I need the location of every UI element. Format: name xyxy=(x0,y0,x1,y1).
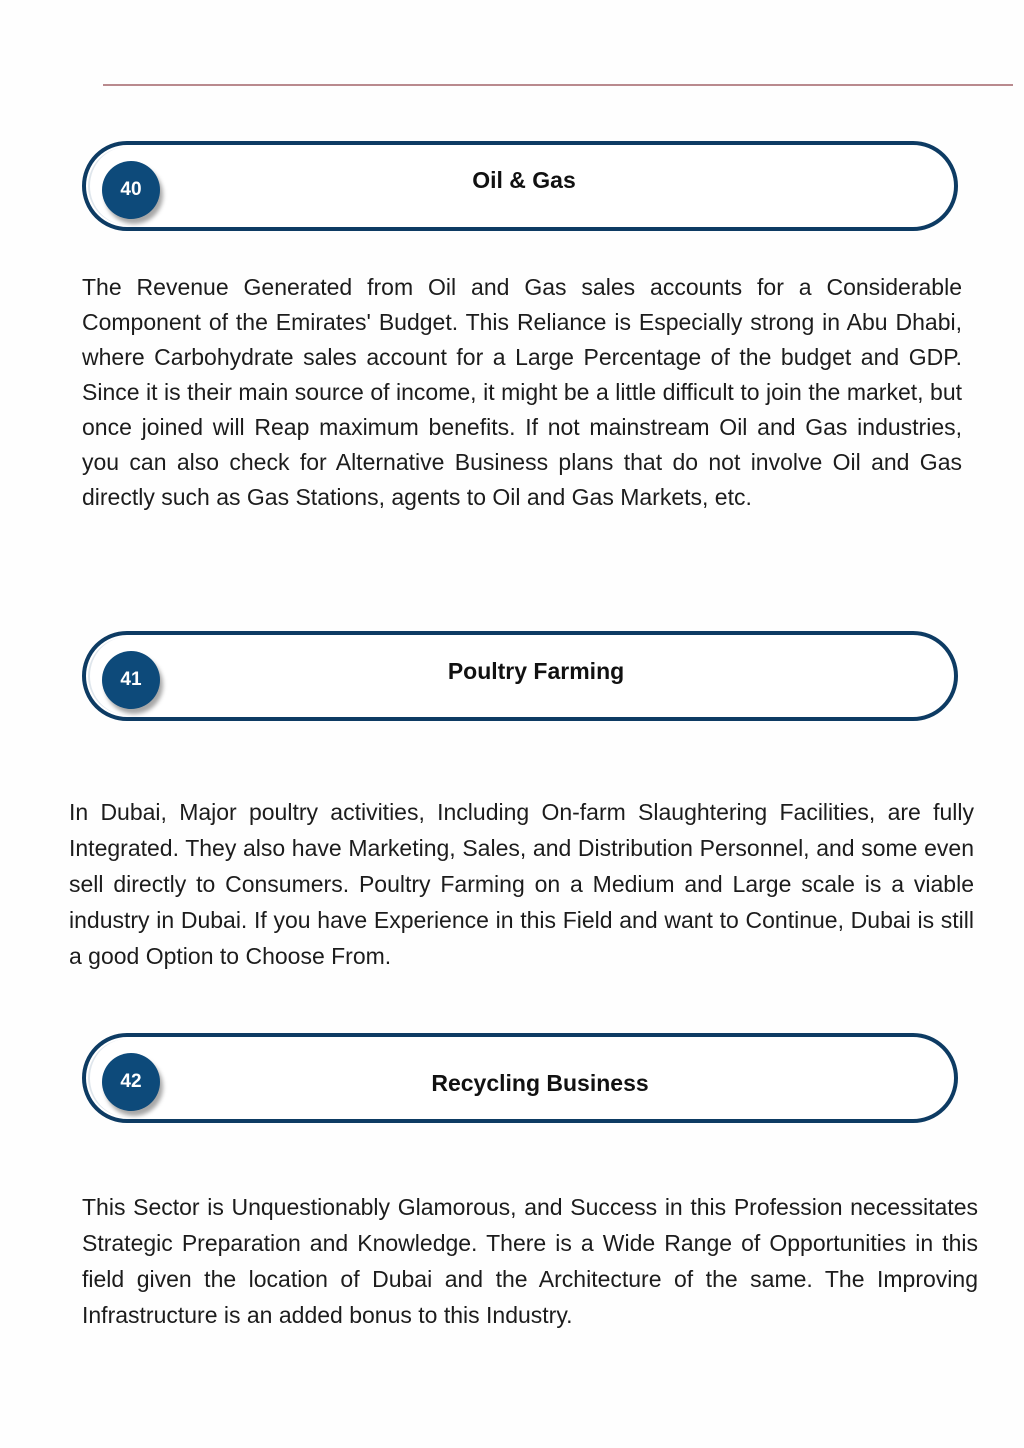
section-title: Oil & Gas xyxy=(472,167,576,193)
section-body-oil-gas: The Revenue Generated from Oil and Gas sales accounts for a Considerable Component of the Emirates' Budget. This Reliance is Especially strong in Abu Dhabi, where Carbohydrate sales account for a Large Percentage of the budget and GDP. Since it is their main source of income, it might be a little difficult to join the market, but once joined will Reap maximum benefits. If not mainstream Oil and Gas industries, you can also check for Alternative Business plans that do not involve Oil and Gas directly such as Gas Stations, agents to Oil and Gas Markets, etc. xyxy=(82,274,962,510)
section-header-oil-gas xyxy=(82,141,958,231)
section-number-badge: 42 xyxy=(102,1053,160,1111)
section-body-poultry-farming: In Dubai, Major poultry activities, Including On-farm Slaughtering Facilities, are fully Integrated. They also have Marketing, Sales, and Distribution Personnel, and some even sell directly to Consumers. Poultry Farming on a Medium and Large scale is a viable industry in Dubai. If you have Experience in this Field and want to Continue, Dubai is still a good Option to Choose From. xyxy=(69,799,974,969)
section-title: Poultry Farming xyxy=(447,658,625,684)
section-title: Recycling Business xyxy=(431,1070,649,1096)
section-body-recycling-business: This Sector is Unquestionably Glamorous, and Success in this Profession necessitates Strategic Preparation and Knowledge. There is a Wide Range of Opportunities in this field given the location of Dubai and the Architecture of the same. The Improving Infrastructure is an added bonus to this Industry. xyxy=(82,1194,978,1328)
section-header-poultry-farming xyxy=(82,631,958,721)
top-divider xyxy=(103,84,1013,86)
section-number-badge: 40 xyxy=(102,161,160,219)
section-header-recycling-business xyxy=(82,1033,958,1123)
section-number-badge: 41 xyxy=(102,651,160,709)
